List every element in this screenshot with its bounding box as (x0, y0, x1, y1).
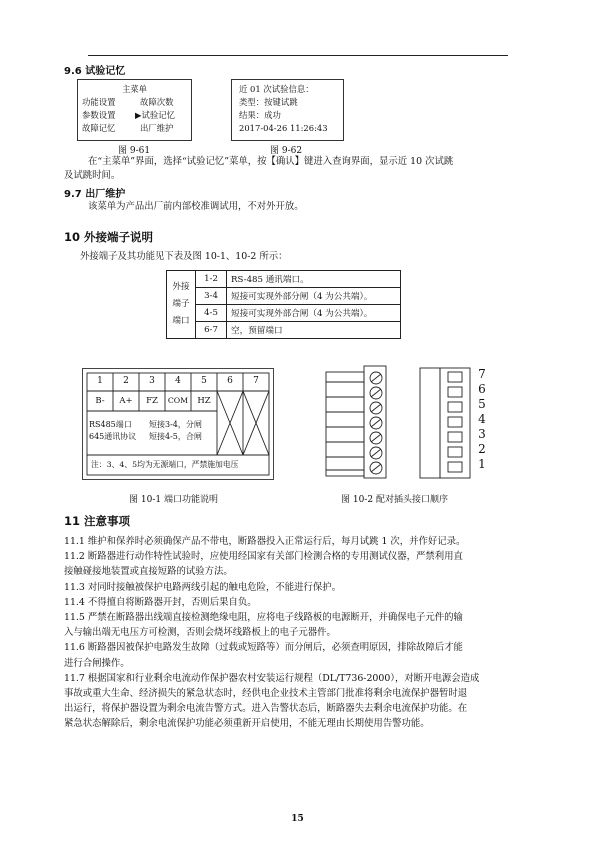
note-line: 11.3 对同时接触被保护电路两线引起的触电危险，不能进行保护。 (64, 581, 341, 593)
pins-cell: 6-7 (196, 322, 227, 339)
note-line: 紧急状态解除后，剩余电流保护功能必须重新开启使用，不能无理由长期使用告警功能。 (64, 718, 430, 730)
note-line: 进行合闸操作。 (64, 657, 130, 669)
port-label-a-plus: A+ (119, 396, 133, 406)
note-line: 事故或重大生命、经济损失的紧急状态时，经供电企业技术主管部门批准将剩余电流保护器暂时退 (64, 688, 468, 700)
figure-10-1-caption: 图 10-1 端口功能说明 (129, 495, 218, 505)
table-row (167, 305, 401, 322)
port-function-diagram (82, 368, 274, 480)
port-number: 7 (253, 376, 259, 386)
diagram-warning: 注：3、4、5均为无源端口，严禁施加电压 (91, 460, 239, 469)
heading-9-6: 9.6 试验记忆 (64, 66, 126, 77)
header-rule (88, 55, 508, 56)
menu-item-function: 功能设置 (82, 97, 116, 107)
menu-item-parameter: 参数设置 (82, 110, 116, 120)
rs485-line: RS485端口 (89, 420, 132, 429)
port-number: 2 (123, 376, 129, 386)
main-menu-screen (77, 79, 192, 141)
note-line: 出运行，将保护器设置为剩余电流告警方式。进入告警状态后，断路器失去剩余电流保护功能。在 (64, 703, 468, 715)
port-label-com: COM (167, 396, 189, 405)
paragraph-9-7: 该菜单为产品出厂前内部校准调试用，不对外开放。 (88, 201, 304, 212)
menu-item-fault-memory: 故障记忆 (82, 123, 116, 133)
table-row (167, 322, 401, 339)
notes-list (64, 534, 534, 732)
terminal-label-line: 端口 (172, 316, 190, 326)
plug-screws (370, 372, 382, 474)
record-line-1: 近 01 次试验信息： (239, 84, 314, 94)
plug-pin-number: 7 (478, 367, 486, 381)
plug-pin-number: 6 (478, 382, 486, 396)
note-line: 11.1 维护和保养时必须确保产品不带电，断路器投入正常运行后，每月试跳 1 次，并作好记录。 (64, 536, 466, 547)
page-number: 15 (291, 814, 304, 824)
figure-9-61-caption: 图 9-61 (118, 146, 151, 156)
note-line: 11.2 断路器进行动作特性试验时，应使用经国家有关部门检测合格的专用测试仪器，严禁利用直 (64, 551, 463, 563)
short-note (149, 419, 202, 443)
heading-11: 11 注意事项 (64, 514, 131, 528)
desc-cell: RS-485 通讯端口。 (227, 271, 401, 288)
plug-pin-numbers (476, 367, 488, 472)
plug-diagram (320, 362, 495, 484)
plug-pin-number: 2 (478, 442, 486, 456)
record-line-4: 2017-04-26 11:26:43 (239, 123, 328, 133)
plug-pin-number: 1 (478, 457, 486, 471)
note-line: 11.7 根据国家和行业剩余电流动作保护器农村安装运行规程（DL/T736-2000），对断开电源会造成 (64, 672, 480, 684)
port-number: 3 (149, 376, 155, 386)
menu-title: 主菜单 (121, 84, 148, 94)
table-row (167, 271, 401, 288)
record-line-3: 结果：成功 (239, 110, 281, 120)
port-number: 4 (175, 376, 181, 386)
terminal-label-line: 端子 (172, 299, 190, 309)
note-line: 11.5 严禁在断路器出线端直接检测绝缘电阻，应将电子线路板的电源断开，并确保电子元件的输 (64, 612, 463, 624)
heading-9-7: 9.7 出厂维护 (64, 189, 126, 200)
port-number: 5 (201, 376, 207, 386)
figure-9-62-caption: 图 9-62 (270, 146, 303, 156)
note-line: 接触碰接地装置或直接短路的试验方法。 (64, 566, 233, 578)
note-line: 11.6 断路器因被保护电路发生故障（过载或短路等）而分闸后，必须查明原因，排除故障后才能 (64, 642, 463, 654)
port-label-b-minus: B- (95, 396, 105, 406)
short-line: 短接3-4，分闸 (149, 420, 202, 429)
rs485-line: 645通讯协议 (89, 432, 137, 441)
test-record-screen (231, 79, 344, 141)
table-row (167, 288, 401, 305)
pins-cell: 4-5 (196, 305, 227, 322)
short-line: 短接4-5，合闸 (149, 432, 202, 441)
heading-10: 10 外接端子说明 (64, 230, 154, 244)
menu-item-fault-count: 故障次数 (140, 97, 174, 107)
desc-cell: 空，预留端口 (227, 322, 401, 339)
plug-pin-number: 3 (478, 427, 486, 441)
terminal-label-cell (167, 271, 196, 339)
record-line-2: 类型：按键试跳 (239, 97, 298, 107)
figure-10-2-caption: 图 10-2 配对插头接口顺序 (341, 495, 448, 505)
menu-item-factory: 出厂维护 (140, 123, 174, 133)
plug-pin-number: 5 (478, 397, 486, 411)
desc-cell: 短接可实现外部合闸（4 为公共端）。 (227, 305, 401, 322)
desc-cell: 短接可实现外部分闸（4 为公共端）。 (227, 288, 401, 305)
port-number: 6 (227, 376, 233, 386)
paragraph-9-6-line-2: 及试跳时间。 (64, 170, 121, 181)
pins-cell: 3-4 (196, 288, 227, 305)
paragraph-9-6-line-1: 在“主菜单”界面，选择“试验记忆”菜单，按【确认】键进入查询界面，显示近 10 次试跳 (88, 156, 454, 167)
port-label-fz: FZ (146, 396, 158, 406)
rs485-note (89, 419, 136, 443)
plug-pin-number: 4 (478, 412, 486, 426)
note-line: 入与输出端无电压方可检测，否则会烧坏线路板上的电子元器件。 (64, 627, 336, 639)
paragraph-10-intro: 外接端子及其功能见下表及图 10-1、10-2 所示： (80, 251, 288, 262)
port-label-hz: HZ (197, 396, 211, 406)
terminal-table (166, 270, 401, 339)
menu-item-test-memory: ▶试验记忆 (135, 110, 175, 120)
note-line: 11.4 不得擅自将断路器开封，否则后果自负。 (64, 596, 257, 608)
terminal-label-line: 外接 (172, 282, 190, 292)
plug-right-body (420, 368, 470, 478)
plug-left-body (326, 372, 364, 476)
port-number: 1 (97, 376, 103, 386)
pins-cell: 1-2 (196, 271, 227, 288)
